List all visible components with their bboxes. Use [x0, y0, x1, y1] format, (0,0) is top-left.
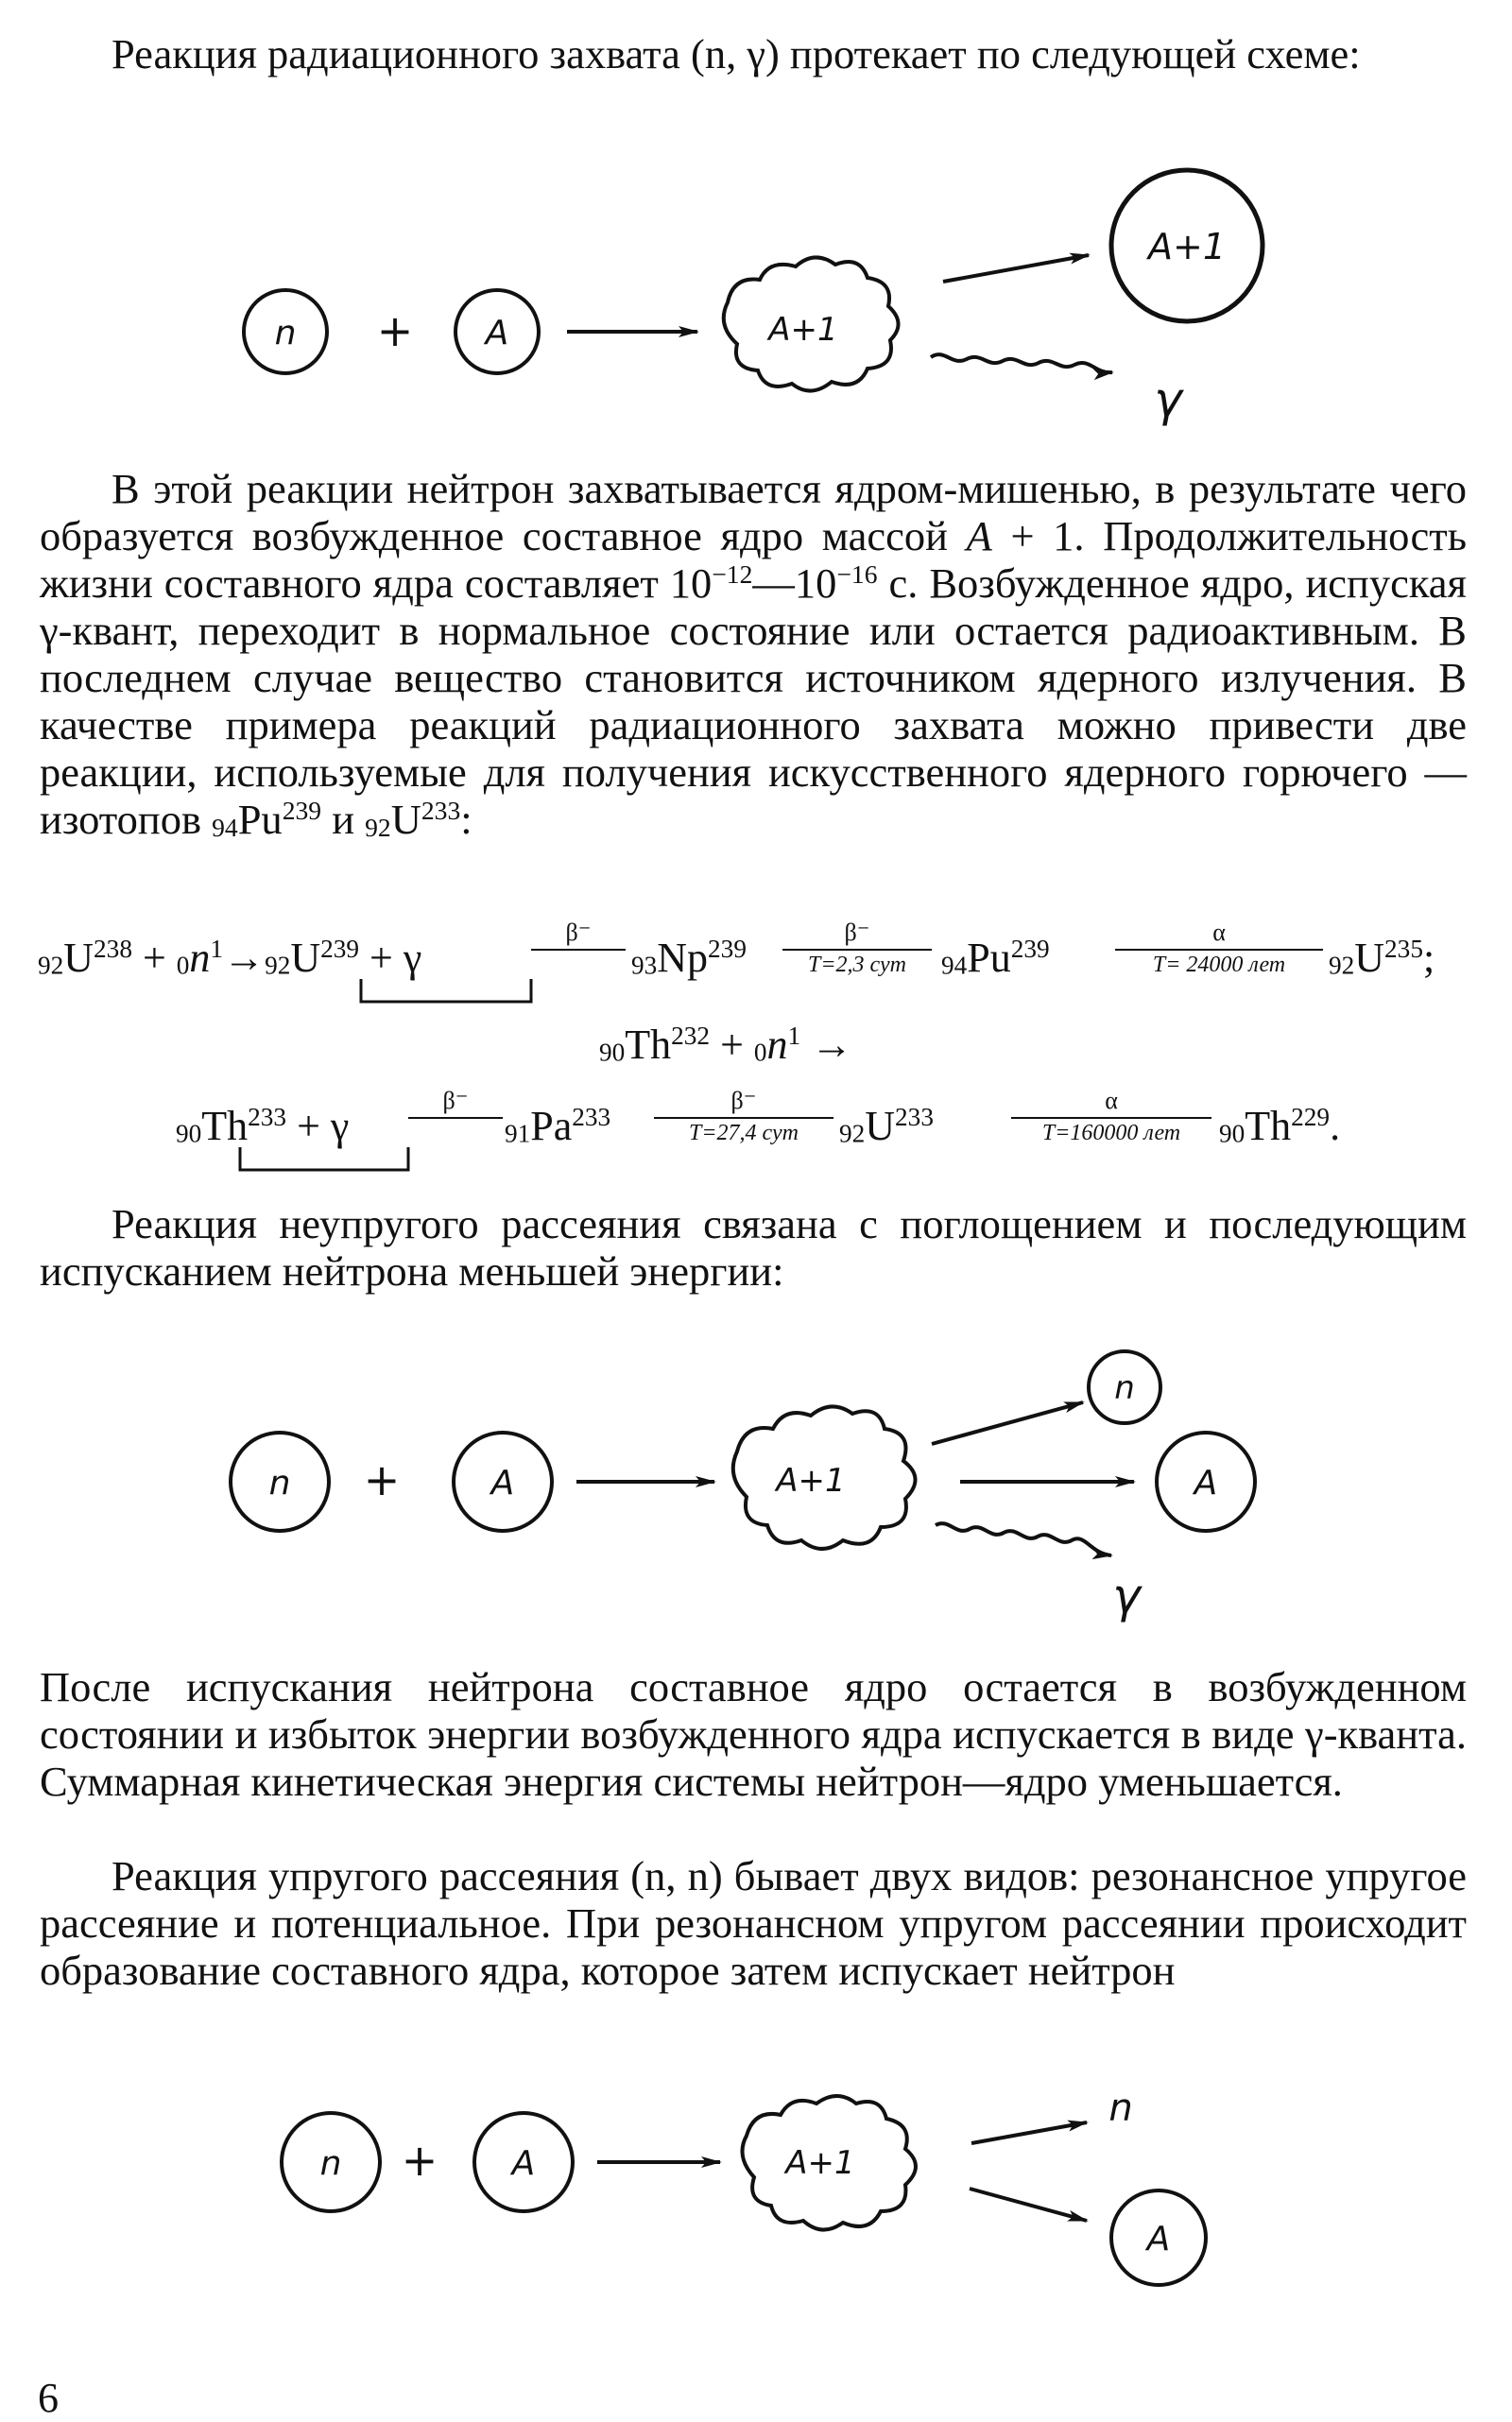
svg-text:n: n	[319, 2144, 342, 2183]
arrow-to-product	[943, 255, 1089, 282]
paragraph-elastic: Реакция упругого рассеяния (n, n) бывает двух видов: резонансное упругое рассеяние и потенциальное. При резонансном упругом рассеянии происходит образование составного ядра, которое затем испускает нейтрон	[40, 1852, 1467, 1994]
neutron-circle	[282, 2113, 380, 2211]
compound-nucleus-cloud	[743, 2096, 917, 2230]
diagram-inelastic-scattering	[0, 1323, 1512, 1635]
arrow-to-neutron	[971, 2122, 1087, 2143]
compound-nucleus-cloud	[724, 257, 899, 390]
svg-text:A+1: A+1	[1147, 226, 1227, 267]
compound-nucleus-cloud	[733, 1406, 916, 1549]
arrow-beta-2: β⁻	[408, 1087, 503, 1119]
gamma-label: γ	[1154, 372, 1182, 427]
emitted-neutron-circle	[1089, 1351, 1160, 1423]
arrow-beta-1: β⁻	[531, 919, 626, 951]
equation-uranium-bracket	[0, 973, 1512, 1011]
svg-text:n: n	[274, 314, 297, 352]
equation-pa: $_{91}Pa^{233}$	[505, 1103, 611, 1149]
equation-thorium-chain: $_{90}Th^{233} + \gamma$	[176, 1103, 350, 1149]
target-nucleus-circle	[454, 1433, 552, 1531]
svg-text:n: n	[268, 1464, 291, 1503]
arrow-alpha-pu: α T= 24000 лет	[1115, 919, 1323, 978]
svg-text:A: A	[490, 1464, 515, 1503]
neutron-circle	[231, 1433, 329, 1531]
paragraph-capture-description: В этой реакции нейтрон захватывается ядром-мишенью, в результате чего образуется возбужденное составное ядро массой A + 1. Продолжительность жизни составного ядра составляет $10^{-12}—10^{-16}$ с. Возбужденное ядро, испуская γ-квант, переходит в нормальное состояние или остается радиоактивным. В последнем случае вещество становится источником ядерного излучения. В качестве примера реакций радиационного захвата можно привести две реакции, используемые для получения искусственного ядерного горючего — изотопов $_{94}Pu^{239}$ и $_{92}U^{233}$:	[40, 465, 1467, 843]
target-nucleus-circle	[474, 2113, 573, 2211]
plus-sign: +	[376, 305, 414, 356]
svg-text:A: A	[1146, 2220, 1171, 2259]
page-number: 6	[38, 2375, 59, 2421]
svg-text:A+1: A+1	[776, 1462, 846, 1500]
svg-text:A: A	[1194, 1464, 1218, 1503]
paragraph-radiative-capture	[40, 30, 1467, 77]
gamma-label: γ	[1112, 1569, 1141, 1623]
diagram-elastic-scattering	[0, 2060, 1512, 2296]
emitted-nucleus-circle	[1157, 1433, 1255, 1531]
equation-pu: $_{94}Pu^{239}$	[941, 935, 1050, 981]
svg-text:A: A	[485, 314, 509, 352]
svg-text:A: A	[511, 2144, 536, 2183]
equation-uranium-chain: $_{92}U^{238} + _0n^1\to_{92}U^{239} + \gamma$	[38, 935, 422, 981]
paragraph-after-emission: После испускания нейтрона составное ядро остается в возбужденном состоянии и избыток энергии возбужденного ядра испускается в виде γ-кванта. Суммарная кинетическая энергия системы нейтрон—ядро уменьшается.	[40, 1663, 1467, 1805]
arrow-beta-np: β⁻ T=2,3 сут	[782, 919, 932, 978]
equation-thorium-start: $_{90}Th^{232} + _0n^1$ →	[599, 1022, 853, 1068]
gamma-wavy-arrow	[931, 354, 1112, 372]
gamma-wavy-arrow	[936, 1523, 1111, 1555]
emitted-nucleus-circle	[1111, 2190, 1206, 2285]
arrow-to-neutron	[932, 1402, 1083, 1444]
equation-np: $_{93}Np^{239}$	[631, 935, 747, 981]
equation-th229: $_{90}Th^{229}$.	[1219, 1103, 1341, 1149]
svg-text:A+1: A+1	[785, 2144, 855, 2182]
target-nucleus-circle	[455, 290, 539, 373]
p1-text: Реакция радиационного захвата (n, γ) протекает по следующей схеме:	[112, 30, 1361, 77]
paragraph-inelastic: Реакция неупругого рассеяния связана с поглощением и последующим испусканием нейтрона меньшей энергии:	[40, 1200, 1467, 1295]
diagram-radiative-capture	[0, 151, 1512, 435]
arrow-to-nucleus	[970, 2189, 1087, 2221]
svg-text:A+1: A+1	[768, 311, 838, 349]
plus-sign: +	[401, 2135, 438, 2186]
emitted-neutron-label: n	[1108, 2087, 1133, 2130]
equation-u233: $_{92}U^{233}$	[839, 1103, 934, 1149]
arrow-alpha-u: α T=160000 лет	[1011, 1087, 1211, 1146]
arrow-beta-pa: β⁻ T=27,4 сут	[654, 1087, 833, 1146]
product-nucleus-circle	[1111, 170, 1263, 321]
equation-u235: $_{92}U^{235}$;	[1329, 935, 1435, 981]
neutron-circle	[244, 290, 327, 373]
plus-sign: +	[363, 1454, 401, 1505]
svg-text:n: n	[1114, 1369, 1135, 1407]
